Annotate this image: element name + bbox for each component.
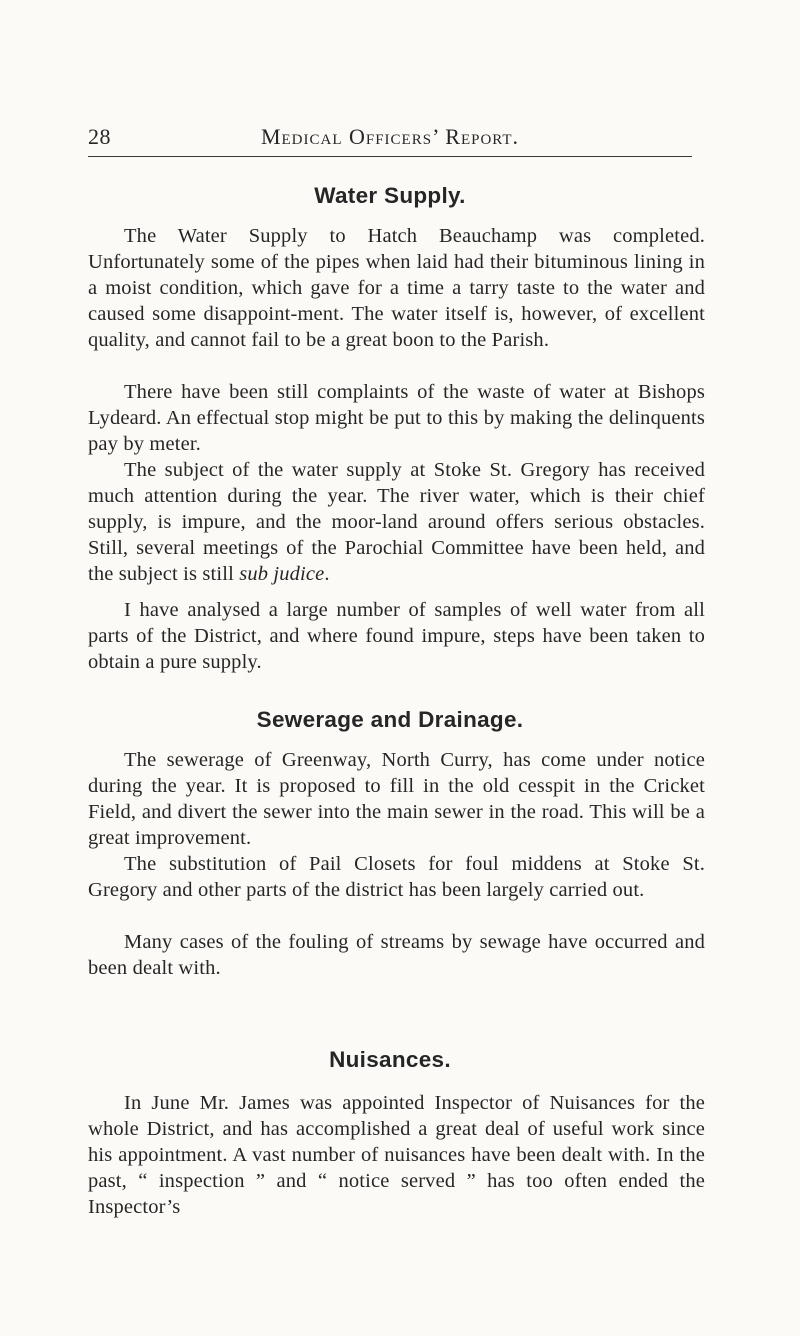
page-number: 28 <box>88 124 111 149</box>
paragraph-stoke-st-gregory <box>88 457 705 587</box>
paragraph-greenway-sewerage: The sewerage of Greenway, North Curry, has come under notice during the year. It is proposed to fill in the old cesspit in the Cricket Field, and divert the sewer into the main sewer in the road. This will be a great improvement. <box>88 749 705 849</box>
sub-judice-phrase: sub judice <box>239 563 325 585</box>
paragraph-well-water-samples: I have analysed a large number of samples of well water from all parts of the District, and where found impure, steps have been taken to obtain a pure supply. <box>88 599 705 673</box>
section-heading-nuisances: Nuisances. <box>329 1047 451 1072</box>
paragraph-stoke-st-gregory-end: . <box>324 563 330 585</box>
paragraph-water-supply-hatch-beauchamp: The Water Supply to Hatch Beauchamp was completed. Unfortunately some of the pipes when laid had their bituminous lining in a moist condition, which gave for a time a tarry taste to the water and caused some disappoint-ment. The water itself is, however, of excellent quality, and cannot fail to be a great boon to the Parish. <box>88 225 705 351</box>
paragraph-fouling-of-streams: Many cases of the fouling of streams by sewage have occurred and been dealt with. <box>88 931 705 979</box>
paragraph-inspector-of-nuisances: In June Mr. James was appointed Inspector of Nuisances for the whole District, and has accomplished a great deal of useful work since his appointment. A vast number of nuisances have been dealt with. In the past, “ inspection ” and “ notice served ” has too often ended the Inspector’s <box>88 1092 705 1218</box>
section-heading-water-supply: Water Supply. <box>314 183 466 208</box>
header-rule <box>88 156 692 157</box>
running-title: Medical Officers’ Report. <box>260 124 520 149</box>
paragraph-pail-closets: The substitution of Pail Closets for foul middens at Stoke St. Gregory and other parts of the district has been largely carried out. <box>88 853 705 901</box>
section-heading-sewerage-and-drainage: Sewerage and Drainage. <box>256 707 524 732</box>
paragraph-stoke-st-gregory-text: The subject of the water supply at Stoke St. Gregory has received much attention during the year. The river water, which is their chief supply, is impure, and the moor-land around offers serious obstacles. Still, several meetings of the Parochial Committee have been held, and the subject is still <box>88 459 705 585</box>
paragraph-bishops-lydeard: There have been still complaints of the waste of water at Bishops Lydeard. An effectual stop might be put to this by making the delinquents pay by meter. <box>88 381 705 455</box>
page-header <box>88 124 692 160</box>
